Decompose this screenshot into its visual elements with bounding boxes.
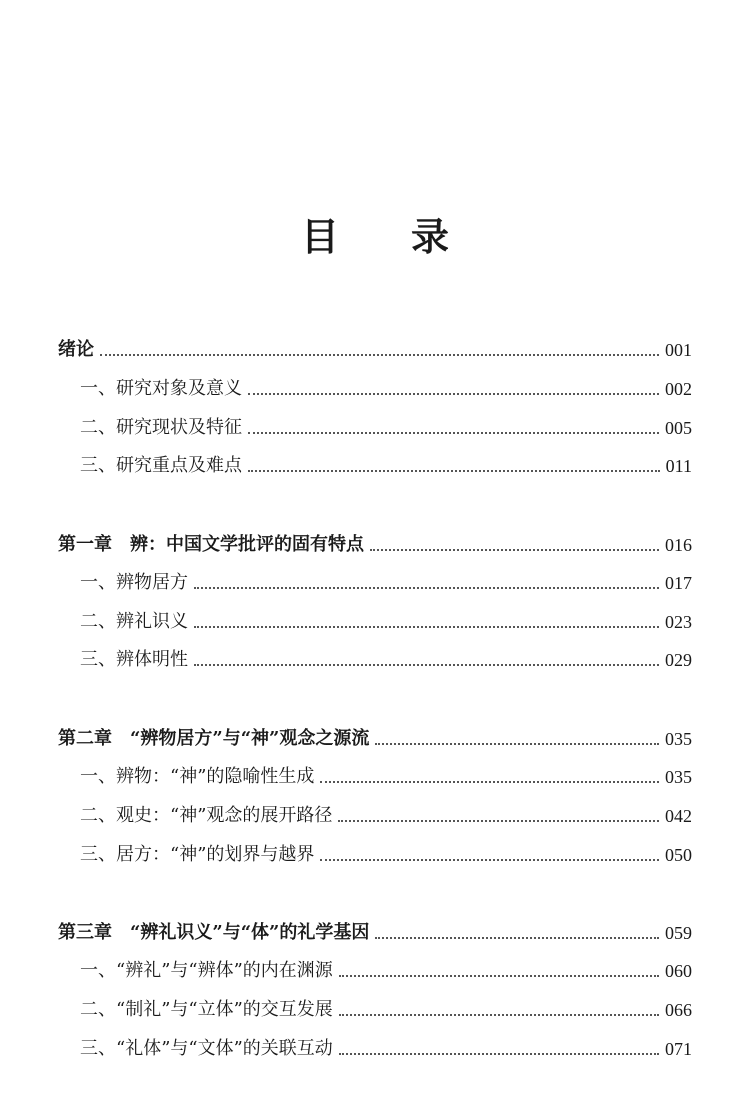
toc-entry-label: 二、观史：“神”观念的展开路径 <box>80 805 333 826</box>
title-char-2: 录 <box>411 214 450 259</box>
dot-leader <box>339 1013 659 1016</box>
toc-entry-label: 第三章 “辨礼识义”与“体”的礼学基因 <box>58 922 370 943</box>
toc-entry-label: 绪论 <box>58 339 94 360</box>
toc-entry-intro-2[interactable] <box>80 414 692 442</box>
dot-leader <box>370 548 659 551</box>
toc-page-number: 002 <box>665 379 692 399</box>
toc-entry-label: 二、“制礼”与“立体”的交互发展 <box>80 999 333 1020</box>
toc-entry-chapter-3-1[interactable] <box>80 957 692 985</box>
toc-page-number: 016 <box>665 535 692 555</box>
dot-leader <box>100 353 659 356</box>
toc-entry-chapter-1-2[interactable] <box>80 608 692 636</box>
toc-page-number: 035 <box>665 729 692 749</box>
toc-entry-label: 二、辨礼识义 <box>80 611 188 632</box>
toc-page-number: 029 <box>665 650 692 670</box>
dot-leader <box>248 431 659 434</box>
toc-page-number: 059 <box>665 923 692 943</box>
toc-entry-chapter-2-3[interactable] <box>80 841 692 869</box>
toc-entry-intro-3[interactable] <box>80 452 692 480</box>
toc-entry-chapter-3-2[interactable] <box>80 996 692 1024</box>
toc-entry-label: 三、“礼体”与“文体”的关联互动 <box>80 1038 333 1059</box>
toc-page-number: 042 <box>665 806 692 826</box>
toc-entry-label: 一、辨物：“神”的隐喻性生成 <box>80 766 315 787</box>
toc-page-number: 001 <box>665 340 692 360</box>
toc-entry-label: 第一章 辨：中国文学批评的固有特点 <box>58 534 364 555</box>
toc-entry-chapter-3[interactable] <box>58 919 692 947</box>
toc-entry-label: 一、辨物居方 <box>80 572 188 593</box>
dot-leader <box>338 819 659 822</box>
dot-leader <box>248 469 660 472</box>
toc-entry-intro-1[interactable] <box>80 375 692 403</box>
dot-leader <box>194 586 659 589</box>
dot-leader <box>248 392 659 395</box>
toc-entry-chapter-1-1[interactable] <box>80 569 692 597</box>
dot-leader <box>339 1052 659 1055</box>
title-char-1: 目 <box>300 214 339 259</box>
toc-page-number: 060 <box>665 961 692 981</box>
toc-page-number: 023 <box>665 612 692 632</box>
dot-leader <box>339 974 659 977</box>
toc-page-number: 011 <box>665 456 692 476</box>
toc-page-number: 005 <box>665 418 692 438</box>
toc-entry-chapter-3-3[interactable] <box>80 1035 692 1063</box>
toc-entry-label: 一、“辨礼”与“辨体”的内在渊源 <box>80 960 333 981</box>
toc-entry-chapter-2[interactable] <box>58 725 692 753</box>
toc-entry-label: 第二章 “辨物居方”与“神”观念之源流 <box>58 728 370 749</box>
toc-entry-intro[interactable] <box>58 336 692 364</box>
toc-entry-label: 二、研究现状及特征 <box>80 417 242 438</box>
toc-entry-label: 三、辨体明性 <box>80 649 188 670</box>
dot-leader <box>375 936 659 939</box>
dot-leader <box>194 663 659 666</box>
toc-page-number: 071 <box>665 1039 692 1059</box>
toc-entry-chapter-2-2[interactable] <box>80 802 692 830</box>
toc-entry-chapter-1-3[interactable] <box>80 646 692 674</box>
dot-leader <box>320 858 659 861</box>
toc-entry-label: 一、研究对象及意义 <box>80 378 242 399</box>
page-title <box>0 212 750 262</box>
toc-entry-label: 三、居方：“神”的划界与越界 <box>80 844 315 865</box>
dot-leader <box>194 625 659 628</box>
toc-page-number: 050 <box>665 845 692 865</box>
toc-page-number: 017 <box>665 573 692 593</box>
dot-leader <box>375 742 659 745</box>
toc-entry-chapter-1[interactable] <box>58 531 692 559</box>
toc-entry-label: 三、研究重点及难点 <box>80 455 242 476</box>
toc-page-number: 035 <box>665 767 692 787</box>
dot-leader <box>320 780 659 783</box>
toc-page-number: 066 <box>665 1000 692 1020</box>
toc-entry-chapter-2-1[interactable] <box>80 763 692 791</box>
